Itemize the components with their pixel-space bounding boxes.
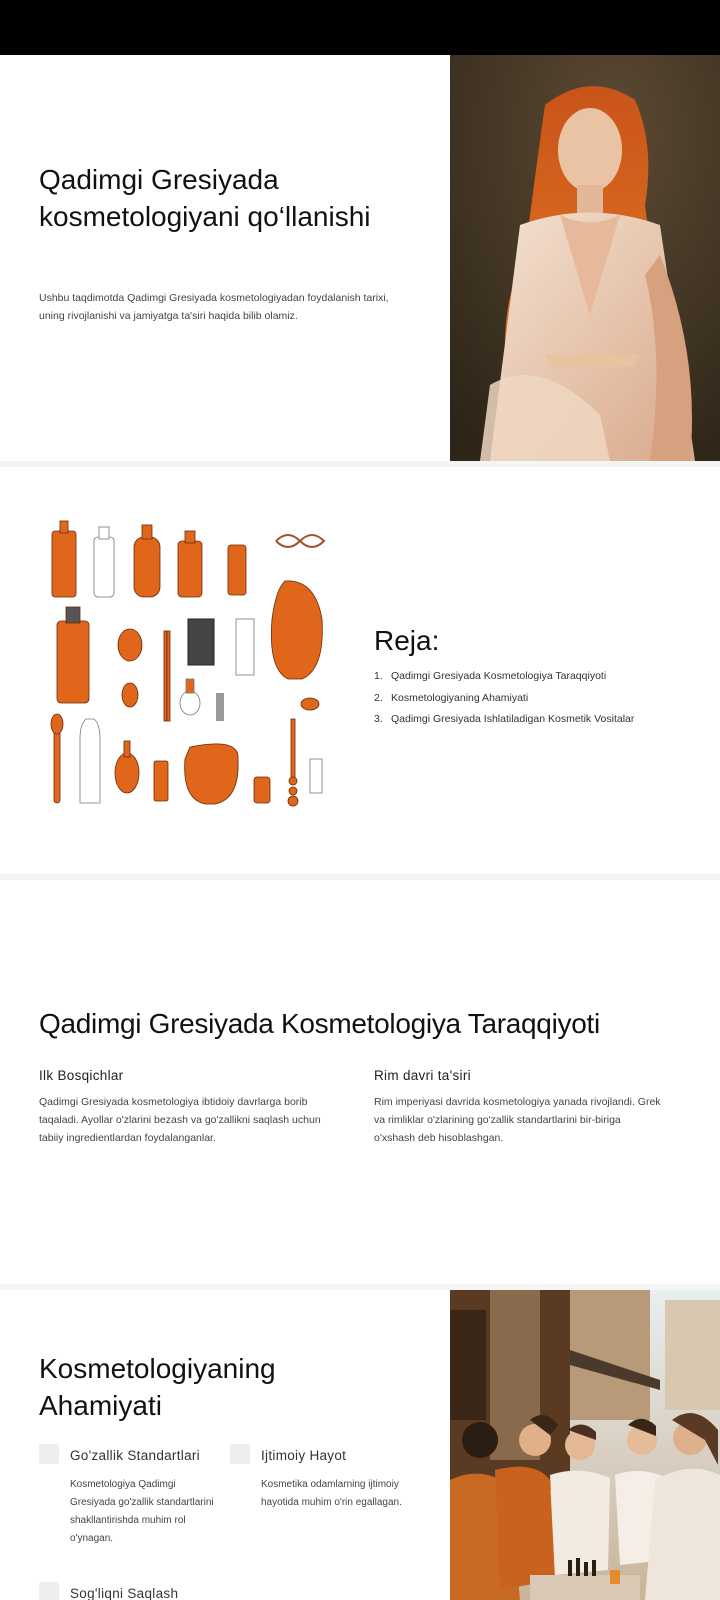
plan-list-item: [374, 691, 634, 713]
column-text: Rim imperiyasi davrida kosmetologiya yanada rivojlandi. Grek va rimliklar o'zlarining go'zallik standartlarini bir-biriga o'xshash deb hisoblashgan.: [374, 1096, 661, 1144]
column-roman-influence: [374, 1068, 664, 1147]
development-title: Qadimgi Gresiyada Kosmetologiya Taraqqiyoti: [39, 1008, 600, 1039]
cosmetic-bottles-illustration: [40, 519, 340, 809]
portrait-image: [450, 55, 720, 461]
title-slide: [0, 55, 720, 461]
plan-item-label: Qadimgi Gresiyada Ishlatiladigan Kosmetik Vositalar: [391, 713, 635, 725]
street-market-image: [450, 1290, 720, 1600]
column-heading: Ilk Bosqichlar: [39, 1068, 124, 1083]
feature-icon: [230, 1444, 250, 1464]
plan-title: Reja:: [374, 625, 440, 656]
plan-list-item: [374, 669, 634, 691]
importance-slide: [0, 1290, 720, 1600]
plan-item-label: Qadimgi Gresiyada Kosmetologiya Taraqqiyoti: [391, 670, 607, 682]
column-text: Qadimgi Gresiyada kosmetologiya ibtidoiy davrlarga borib taqaladi. Ayollar o'zlarini bezash va go'zallikni saqlash uchun tabiiy ingredientlardan foydalanganlar.: [39, 1096, 321, 1144]
plan-list-item: [374, 712, 634, 734]
presentation-description: Ushbu taqdimotda Qadimgi Gresiyada kosmetologiyadan foydalanish tarixi, uning rivojlanishi va jamiyatga ta'siri haqida bilib olamiz.: [39, 292, 389, 322]
plan-item-label: Kosmetologiyaning Ahamiyati: [391, 691, 529, 704]
feature-heading: Go'zallik Standartlari: [70, 1448, 200, 1463]
column-early-stages: [39, 1068, 329, 1147]
feature-heading: Sog'liqni Saqlash: [70, 1586, 179, 1600]
feature-icon: [39, 1444, 59, 1464]
list-number: 1.: [374, 670, 383, 682]
feature-text: Kosmetologiya Qadimgi Gresiyada go'zallik standartlarini shakllantirishda muhim rol o'ynagan.: [70, 1479, 214, 1544]
feature-text: Kosmetika odamlarning ijtimoiy hayotida muhim o'rin egallagan.: [261, 1479, 402, 1508]
feature-icon: [39, 1582, 59, 1600]
list-number: 2.: [374, 691, 383, 704]
feature-heading: Ijtimoiy Hayot: [261, 1448, 347, 1463]
list-number: 3.: [374, 713, 383, 725]
plan-slide: [0, 467, 720, 874]
presentation-title: Qadimgi Gresiyada kosmetologiyani qo‘llanishi: [39, 164, 371, 232]
top-black-bar: [0, 0, 720, 55]
plan-list: [374, 669, 634, 734]
column-heading: Rim davri ta'siri: [374, 1068, 471, 1083]
importance-title: Kosmetologiyaning Ahamiyati: [39, 1353, 276, 1421]
development-slide: [0, 880, 720, 1284]
